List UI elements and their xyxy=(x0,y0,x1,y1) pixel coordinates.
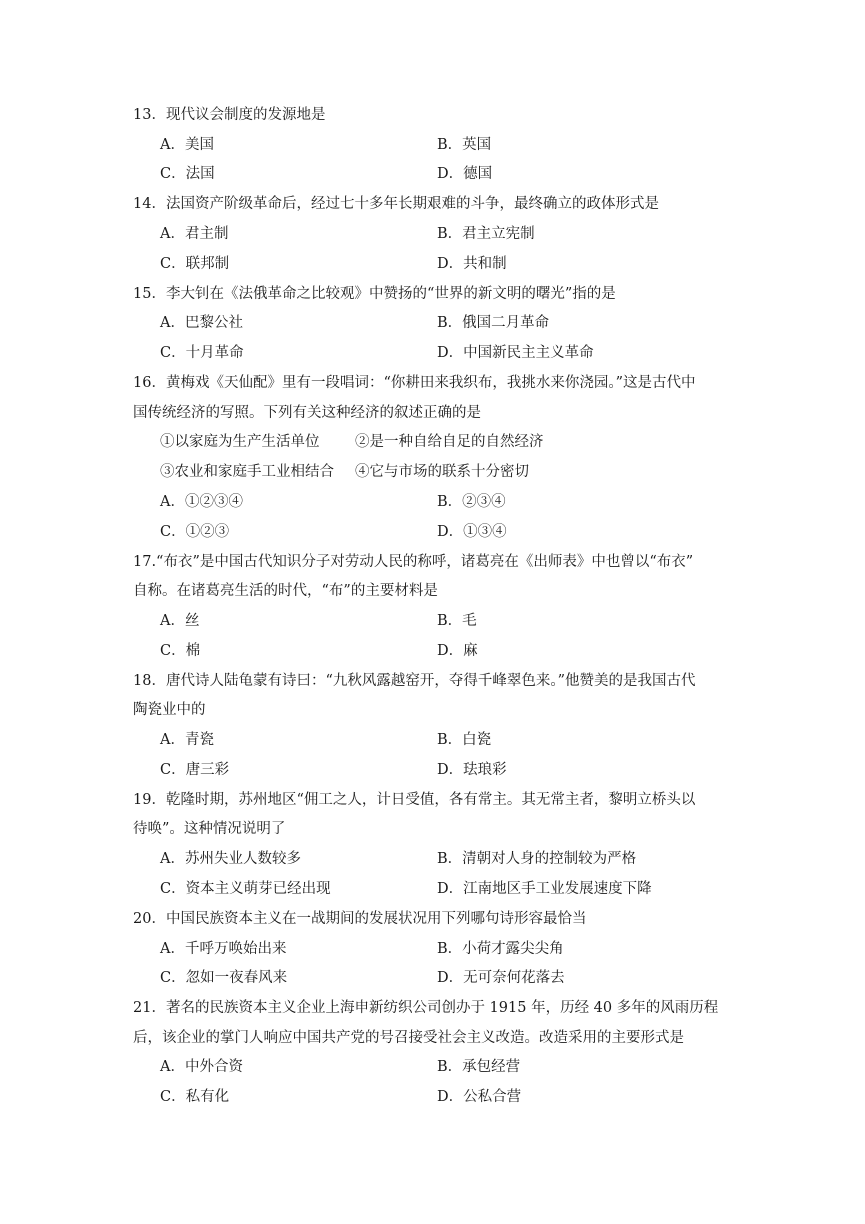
question-16-option-d: D．①③④ xyxy=(437,524,507,540)
question-18-stem-line-1: 18．唐代诗人陆龟蒙有诗曰：“九秋风露越窑开，夺得千峰翠色来。”他赞美的是我国古代 xyxy=(133,673,696,689)
question-20-option-b: B．小荷才露尖尖角 xyxy=(437,941,564,957)
question-13-stem: 13．现代议会制度的发源地是 xyxy=(133,107,326,123)
question-16-item-2: ②是一种自给自足的自然经济 xyxy=(355,434,544,450)
question-17-option-d: D．麻 xyxy=(437,643,478,659)
question-18-option-c: C．唐三彩 xyxy=(160,762,230,778)
question-19-stem-line-1: 19．乾隆时期，苏州地区“佣工之人，计日受值，各有常主。其无常主者，黎明立桥头以 xyxy=(133,792,696,808)
question-13-option-a: A．美国 xyxy=(160,137,214,153)
question-19-option-b: B．清朝对人身的控制较为严格 xyxy=(437,851,637,867)
question-21-option-b: B．承包经营 xyxy=(437,1059,521,1075)
question-21-option-c: C．私有化 xyxy=(160,1089,230,1105)
question-15-option-c: C．十月革命 xyxy=(160,345,244,361)
question-16-item-4: ④它与市场的联系十分密切 xyxy=(355,464,529,480)
question-19-option-d: D．江南地区手工业发展速度下降 xyxy=(437,881,652,897)
question-14-stem: 14．法国资产阶级革命后，经过七十多年长期艰难的斗争，最终确立的政体形式是 xyxy=(133,196,659,212)
question-17-option-a: A．丝 xyxy=(160,613,200,629)
question-19-option-c: C．资本主义萌芽已经出现 xyxy=(160,881,331,897)
question-21-option-d: D．公私合营 xyxy=(437,1089,522,1105)
question-21-stem-line-1: 21．著名的民族资本主义企业上海申新纺织公司创办于 1915 年，历经 40 多年的风雨历程 xyxy=(133,1000,719,1016)
question-14-option-d: D．共和制 xyxy=(437,256,507,272)
question-16-item-3: ③农业和家庭手工业相结合 xyxy=(160,464,334,480)
question-13-option-d: D．德国 xyxy=(437,166,493,182)
question-21-option-a: A．中外合资 xyxy=(160,1059,243,1075)
question-20-option-a: A．千呼万唤始出来 xyxy=(160,941,287,957)
question-19-stem-line-2: 待唤”。这种情况说明了 xyxy=(133,821,286,837)
question-16-option-c: C．①②③ xyxy=(160,524,230,540)
question-18-option-b: B．白瓷 xyxy=(437,732,492,748)
question-14-option-b: B．君主立宪制 xyxy=(437,226,535,242)
question-17-option-c: C．棉 xyxy=(160,643,201,659)
question-14-option-c: C．联邦制 xyxy=(160,256,230,272)
question-17-stem-line-1: 17.“布衣”是中国古代知识分子对劳动人民的称呼，诸葛亮在《出师表》中也曾以“布衣” xyxy=(133,554,694,570)
question-15-option-b: B．俄国二月革命 xyxy=(437,315,550,331)
question-18-stem-line-2: 陶瓷业中的 xyxy=(133,702,206,718)
question-21-stem-line-2: 后，该企业的掌门人响应中国共产党的号召接受社会主义改造。改造采用的主要形式是 xyxy=(133,1030,684,1046)
question-13-option-b: B．英国 xyxy=(437,137,492,153)
question-20-option-d: D．无可奈何花落去 xyxy=(437,970,565,986)
question-17-option-b: B．毛 xyxy=(437,613,477,629)
question-15-option-d: D．中国新民主主义革命 xyxy=(437,345,594,361)
question-18-option-d: D．珐琅彩 xyxy=(437,762,507,778)
question-16-option-a: A．①②③④ xyxy=(160,494,243,510)
question-20-option-c: C．忽如一夜春风来 xyxy=(160,970,288,986)
question-20-stem: 20．中国民族资本主义在一战期间的发展状况用下列哪句诗形容最恰当 xyxy=(133,911,587,927)
question-15-stem: 15．李大钊在《法俄革命之比较观》中赞扬的“世界的新文明的曙光”指的是 xyxy=(133,286,616,302)
question-16-stem-line-1: 16．黄梅戏《天仙配》里有一段唱词：“你耕田来我织布，我挑水来你浇园。”这是古代中 xyxy=(133,375,696,391)
question-16-option-b: B．②③④ xyxy=(437,494,506,510)
question-16-item-1: ①以家庭为生产生活单位 xyxy=(160,434,320,450)
question-13-option-c: C．法国 xyxy=(160,166,215,182)
question-18-option-a: A．青瓷 xyxy=(160,732,214,748)
question-17-stem-line-2: 自称。在诸葛亮生活的时代，“布”的主要材料是 xyxy=(133,583,438,599)
question-16-stem-line-2: 国传统经济的写照。下列有关这种经济的叙述正确的是 xyxy=(133,405,481,421)
question-15-option-a: A．巴黎公社 xyxy=(160,315,243,331)
question-14-option-a: A．君主制 xyxy=(160,226,229,242)
question-19-option-a: A．苏州失业人数较多 xyxy=(160,851,301,867)
